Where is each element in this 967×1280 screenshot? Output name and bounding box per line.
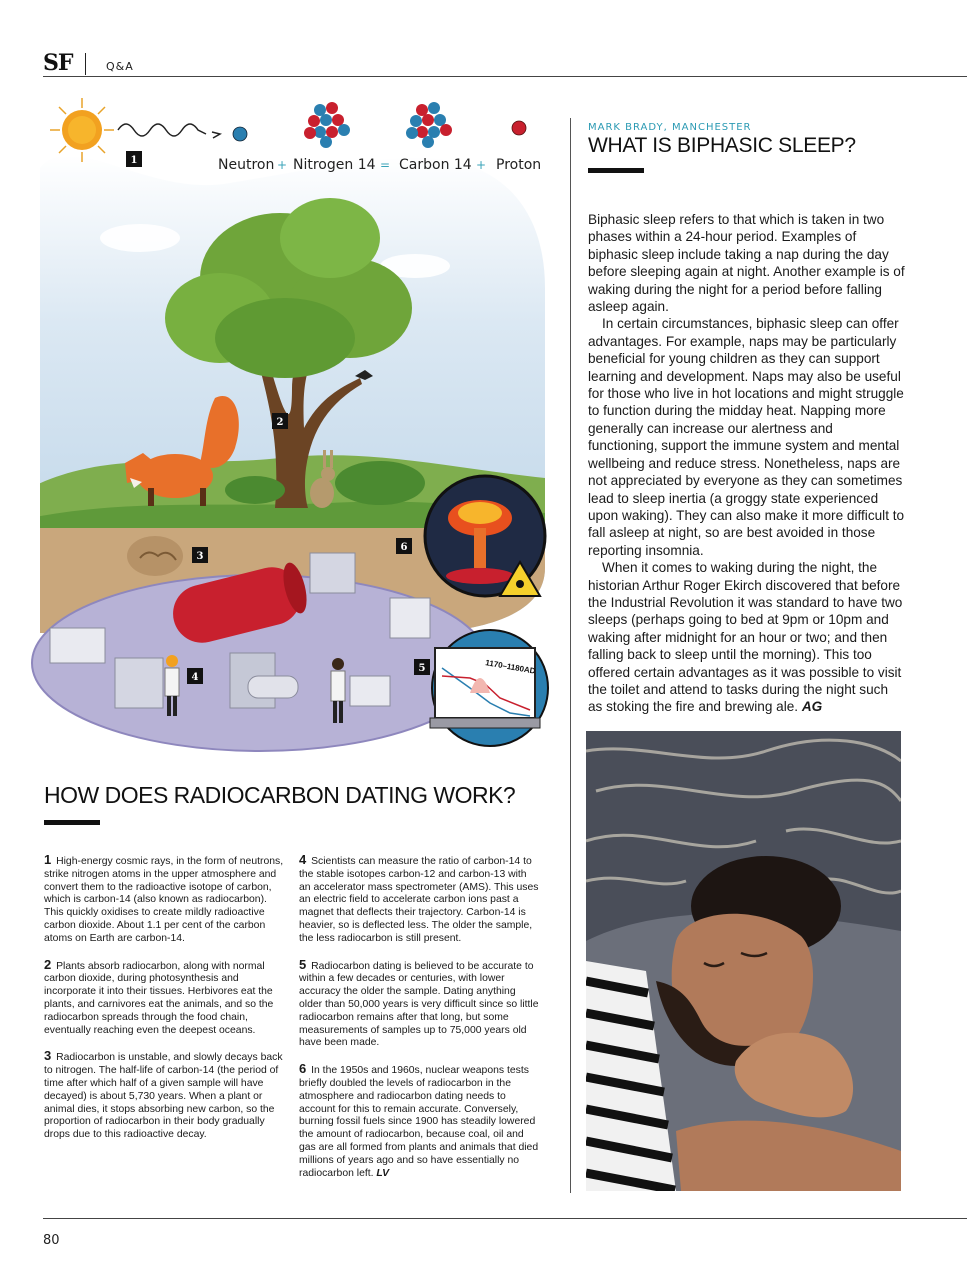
title-underline	[588, 168, 644, 173]
marker-4: 4	[191, 672, 199, 683]
graph-date-label: 1170–1180AD	[484, 658, 537, 676]
answer-body	[588, 211, 906, 716]
radiocarbon-illustration	[30, 88, 555, 753]
radiocarbon-title: HOW DOES RADIOCARBON DATING WORK?	[44, 782, 516, 808]
header-rule	[43, 76, 967, 77]
answer-paragraph: Biphasic sleep refers to that which is taken in two phases within a 24-hour period. Examples of biphasic sleep include taking a nap during the day before sleeping again at night. Another example is of waking during the night for a period before falling asleep again.	[588, 212, 905, 315]
equals-sign: =	[380, 158, 391, 172]
proton-icon	[512, 121, 526, 135]
marker-3: 3	[196, 551, 204, 562]
question-title: WHAT IS BIPHASIC SLEEP?	[588, 134, 856, 157]
author-initials: LV	[376, 1167, 390, 1179]
answer-paragraph: When it comes to waking during the night, the historian Arthur Roger Ekirch discovered that before the Industrial Revolution it was standard to have two sleeps (perhaps going to bed at 9pm or 10pm and waking after midnight for an hour or two; and then falling back to sleep until the morning). This too offered certain advantages as it was possible to visit the toilet and attend to tasks during the night such as stoking the fire and brewing ale. AG	[588, 560, 903, 715]
radiocarbon-column-2	[299, 854, 539, 1193]
radiocarbon-column-1	[44, 854, 284, 1155]
cosmic-ray	[118, 124, 206, 136]
neutron-icon	[233, 127, 247, 141]
carbon-label: Carbon 14	[399, 157, 472, 173]
marker-2: 2	[276, 417, 284, 428]
step-paragraph: 3 Radiocarbon is unstable, and slowly decays back to nitrogen. The half-life of carbon-14 (the period of time after which half of a given sample will have decayed) is about 5,730 years. When a plant or animal dies, it stops absorbing new carbon, so the proportion of radiocarbon in their body gradually drops due to this radioactive decay.	[44, 1048, 283, 1141]
sun-icon	[50, 98, 114, 162]
step-paragraph: 6 In the 1950s and 1960s, nuclear weapons tests briefly doubled the levels of radiocarbon in the atmosphere and radiocarbon dating needs to account for this to remain accurate. Conversely, burning fossil fuels since 1900 has steadily lowered the amount of radiocarbon, because coal, oil and gas are all formed from plants and animals that died millions of years ago and so have essentially no radiocarbon left. LV	[299, 1061, 539, 1179]
fossil-pocket	[127, 536, 183, 576]
title-underline	[44, 820, 100, 825]
magazine-logo: SF	[43, 50, 73, 76]
nitrogen-nucleus-icon	[304, 102, 350, 148]
neutron-label: Neutron	[218, 157, 275, 173]
step-paragraph: 1 High-energy cosmic rays, in the form of neutrons, strike nitrogen atoms in the upper atmosphere and convert them to the radioactive isotope of carbon, which is carbon-14 (also known as radiocarbon). This quickly oxidises to create mildly radioactive carbon dioxide. About 1.1 per cent of the carbon atoms on Earth are carbon-14.	[44, 852, 284, 944]
proton-label: Proton	[496, 157, 542, 173]
author-initials: AG	[801, 699, 823, 715]
nitrogen-label: Nitrogen 14	[293, 157, 376, 173]
plus-sign: +	[476, 158, 487, 172]
footer-rule	[43, 1218, 967, 1219]
column-divider	[570, 118, 571, 1193]
page-number: 80	[43, 1233, 60, 1248]
marker-1: 1	[130, 155, 138, 166]
nuclear-test-inset	[425, 476, 545, 596]
sleeping-man-photo	[586, 731, 901, 1191]
header-divider	[85, 53, 86, 75]
carbon-nucleus-icon	[406, 102, 452, 148]
step-paragraph: 2 Plants absorb radiocarbon, along with normal carbon dioxide, during photosynthesis and incorporate it into their tissues. Herbivores eat the plants, and carnivores eat the animals, and so the radiocarbon spreads through the food chain, eventually reaching even the deepest oceans.	[44, 956, 274, 1036]
answer-paragraph: In certain circumstances, biphasic sleep can offer advantages. For example, naps may be particularly beneficial for young children as they can support learning and development. Naps may also be useful for those who live in hot locations and might struggle to function during the midday heat. Napping more generally can increase our alertness and functioning, support the immune system and mental wellbeing and reduce stress. Nonetheless, naps are not appreciated by everyone as they can sometimes lead to sleep inertia (a groggy state experienced upon waking). They can also make it more difficult to fall asleep at night, so are best avoided in those reporting insomnia.	[588, 316, 905, 558]
section-label: Q&A	[106, 60, 134, 73]
laptop-graph-inset	[430, 630, 548, 746]
question-author: MARK BRADY, MANCHESTER	[588, 122, 752, 133]
step-paragraph: 5 Radiocarbon dating is believed to be accurate to within a few decades or centuries, with lower accuracy the older the sample. Dating anything older than 50,000 years is very difficult since so little radiocarbon remains after that long, but some measurements of samples up to 75,000 years old have been made.	[299, 956, 539, 1049]
marker-5: 5	[418, 663, 426, 674]
marker-6: 6	[400, 542, 408, 553]
step-paragraph: 4 Scientists can measure the ratio of carbon-14 to the stable isotopes carbon-12 and carbon-13 with an accelerator mass spectrometer (AMS). This uses an electric field to accelerate carbon ions past a magnet that deflects their trajectory. Carbon-14 is heavier, so is deflected less. The older the sample, the less radiocarbon is still present.	[299, 852, 539, 944]
plus-sign: +	[277, 158, 288, 172]
